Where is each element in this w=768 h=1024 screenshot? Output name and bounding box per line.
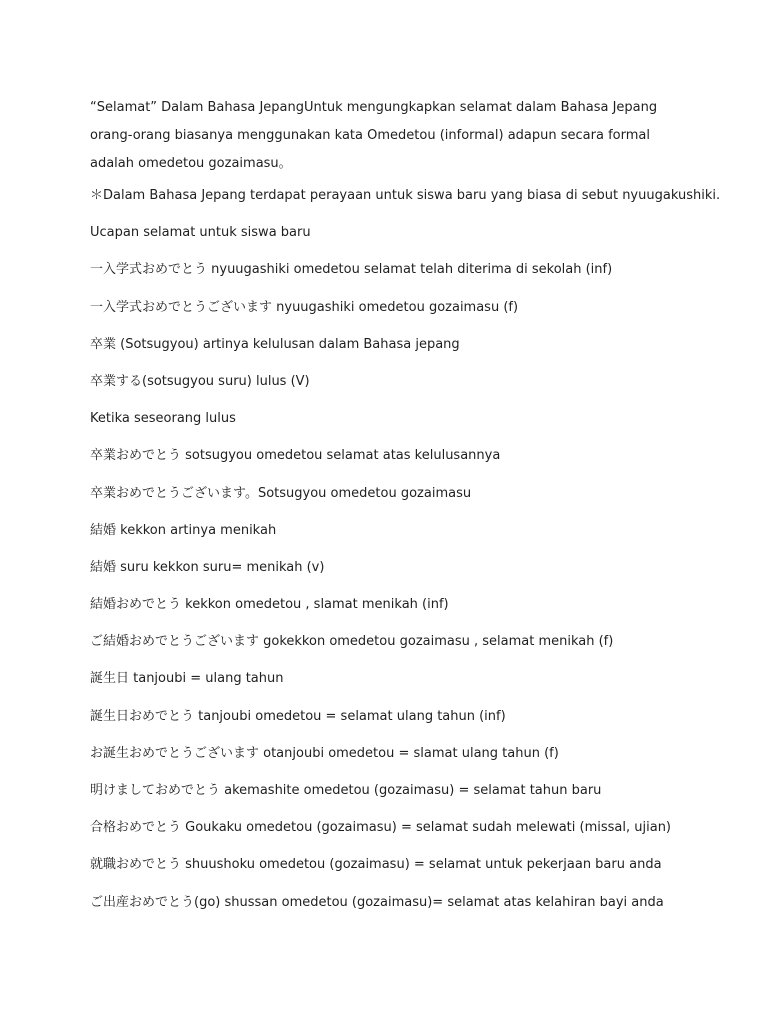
- text-line: 就職おめでとう shuushoku omedetou (gozaimasu) = selamat untuk pekerjaan baru anda: [90, 857, 662, 873]
- text-line: 卒業する(sotsugyou suru) lulus (V): [90, 373, 310, 389]
- text-lines: [90, 186, 721, 912]
- text-line: 卒業おめでとう sotsugyou omedetou selamat atas kelulusannya: [90, 448, 501, 464]
- text-line: 一入学式おめでとう nyuugashiki omedetou selamat telah diterima di sekolah (inf): [90, 262, 613, 278]
- text-line: お誕生おめでとうございます otanjoubi omedetou = slamat ulang tahun (f): [90, 745, 559, 761]
- text-line: ＊Dalam Bahasa Jepang terdapat perayaan untuk siswa baru yang biasa di sebut nyuugakushiki.: [90, 188, 721, 203]
- text-line: 結婚おめでとう kekkon omedetou , slamat menikah (inf): [90, 597, 449, 613]
- text-line: Ketika seseorang lulus: [90, 411, 236, 427]
- text-line: 合格おめでとう Goukaku omedetou (gozaimasu) = selamat sudah melewati (missal, ujian): [90, 820, 672, 836]
- document-page: [90, 94, 721, 930]
- text-line: 卒業おめでとうございます。Sotsugyou omedetou gozaimasu: [90, 485, 472, 501]
- text-line: 誕生日おめでとう tanjoubi omedetou = selamat ulang tahun (inf): [90, 708, 506, 724]
- text-line: 結婚 suru kekkon suru= menikah (v): [90, 559, 325, 575]
- text-line: 卒業 (Sotsugyou) artinya kelulusan dalam Bahasa jepang: [90, 336, 460, 352]
- intro-paragraph: “Selamat” Dalam Bahasa JepangUntuk mengungkapkan selamat dalam Bahasa Jepang orang-orang biasanya menggunakan kata Omedetou (informal) adapun secara formal adalah omedetou gozaimasu。: [90, 100, 658, 171]
- text-line: 結婚 kekkon artinya menikah: [90, 522, 277, 538]
- text-line: Ucapan selamat untuk siswa baru: [90, 225, 311, 241]
- text-line: ご出産おめでとう(go) shussan omedetou (gozaimasu)= selamat atas kelahiran bayi anda: [90, 894, 664, 910]
- text-line: ご結婚おめでとうございます gokekkon omedetou gozaimasu , selamat menikah (f): [90, 634, 614, 650]
- text-line: 明けましておめでとう akemashite omedetou (gozaimasu) = selamat tahun baru: [90, 783, 602, 798]
- text-line: 誕生日 tanjoubi = ulang tahun: [90, 671, 284, 687]
- text-line: 一入学式おめでとうございます nyuugashiki omedetou gozaimasu (f): [90, 299, 519, 315]
